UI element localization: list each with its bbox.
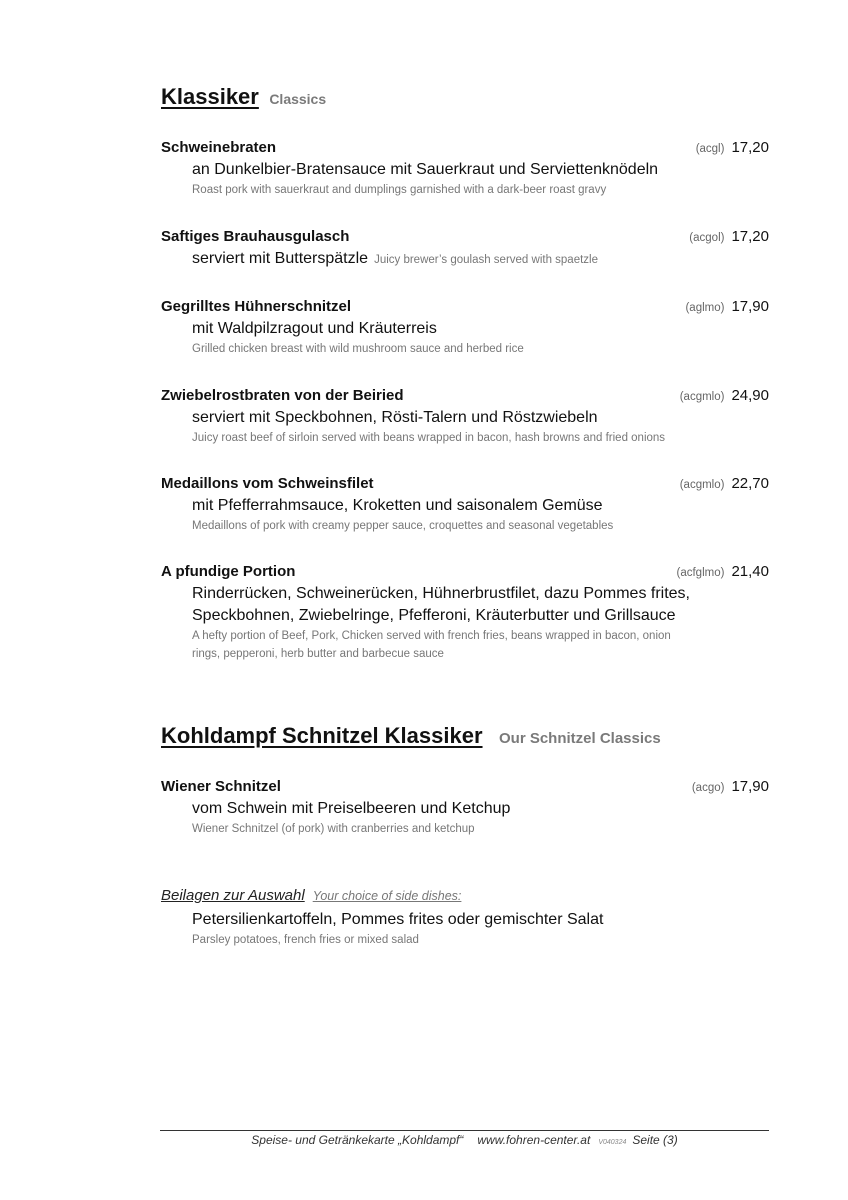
dish-price-block xyxy=(680,475,769,492)
allergen-codes: (acgmlo) xyxy=(679,391,725,403)
section-title-schnitzel xyxy=(161,723,661,749)
allergen-codes: (acgl) xyxy=(695,143,725,155)
allergen-codes: (acgmlo) xyxy=(679,479,725,491)
dish-name: Saftiges Brauhausgulasch xyxy=(161,228,350,245)
allergen-codes: (acgo) xyxy=(691,782,725,794)
description-de: serviert mit Speckbohnen, Rösti-Talern und Röstzwiebeln xyxy=(192,409,598,426)
dish-price-block xyxy=(692,778,769,795)
section-title-de: Klassiker xyxy=(161,84,259,109)
dish-price-block xyxy=(696,139,769,156)
description-en: Juicy brewer’s goulash served with spaetzle xyxy=(374,254,598,266)
description-de xyxy=(161,248,769,271)
dish-price-block xyxy=(677,563,769,580)
price: 17,90 xyxy=(731,778,769,795)
dish-name: A pfundige Portion xyxy=(161,563,296,580)
footer-divider xyxy=(160,1130,769,1131)
description-de: mit Waldpilzragout und Kräuterreis xyxy=(192,320,437,337)
side-dishes xyxy=(161,887,769,949)
price: 17,90 xyxy=(731,298,769,315)
description-en-line-1: A hefty portion of Beef, Pork, Chicken served with french fries, beans wrapped in bacon, onion xyxy=(192,630,671,642)
description-en: Medaillons of pork with creamy pepper sauce, croquettes and seasonal vegetables xyxy=(192,520,614,532)
dish-price-block xyxy=(680,387,769,404)
price: 17,20 xyxy=(731,228,769,245)
dish-name: Gegrilltes Hühnerschnitzel xyxy=(161,298,352,315)
sides-description-en: Parsley potatoes, french fries or mixed salad xyxy=(192,934,419,946)
sides-description-de: Petersilienkartoffeln, Pommes frites oder gemischter Salat xyxy=(192,911,604,928)
footer-url: www.fohren-center.at xyxy=(477,1133,591,1147)
description-de-line-1: Rinderrücken, Schweinerücken, Hühnerbrustfilet, dazu Pommes frites, xyxy=(192,585,690,602)
dish-price-block xyxy=(689,228,769,245)
dish-name: Medaillons vom Schweinsfilet xyxy=(161,475,374,492)
description-de: an Dunkelbier-Bratensauce mit Sauerkraut und Serviettenknödeln xyxy=(192,161,659,178)
footer xyxy=(160,1133,769,1147)
sides-title-de: Beilagen zur Auswahl xyxy=(161,887,305,904)
menu-item-huehnerschnitzel xyxy=(161,298,769,358)
menu-item-medaillons xyxy=(161,475,769,535)
description-en: Wiener Schnitzel (of pork) with cranberries and ketchup xyxy=(192,823,475,835)
description-en: Roast pork with sauerkraut and dumplings garnished with a dark-beer roast gravy xyxy=(192,184,607,196)
description-de: vom Schwein mit Preiselbeeren und Ketchup xyxy=(192,800,511,817)
description-en: Juicy roast beef of sirloin served with beans wrapped in bacon, hash browns and fried onions xyxy=(192,432,666,444)
menu-item-brauhausgulasch xyxy=(161,228,769,271)
section-title-classics xyxy=(161,84,326,110)
description-de-line-2: Speckbohnen, Zwiebelringe, Pfefferoni, Kräuterbutter und Grillsauce xyxy=(192,607,676,624)
menu-item-schweinebraten xyxy=(161,139,769,199)
menu-item-pfundige-portion xyxy=(161,563,769,663)
section-title-de: Kohldampf Schnitzel Klassiker xyxy=(161,723,483,748)
description-de: mit Pfefferrahmsauce, Kroketten und saisonalem Gemüse xyxy=(192,497,603,514)
footer-page-number: Seite (3) xyxy=(632,1133,678,1147)
dish-name: Zwiebelrostbraten von der Beiried xyxy=(161,387,404,404)
dish-name: Wiener Schnitzel xyxy=(161,778,281,795)
price: 24,90 xyxy=(731,387,769,404)
dish-price-block xyxy=(685,298,769,315)
dish-name: Schweinebraten xyxy=(161,139,277,156)
description-en: Grilled chicken breast with wild mushroom sauce and herbed rice xyxy=(192,343,524,355)
menu-item-wiener-schnitzel xyxy=(161,778,769,838)
menu-item-zwiebelrostbraten xyxy=(161,387,769,447)
price: 17,20 xyxy=(731,139,769,156)
description-de-text: serviert mit Butterspätzle xyxy=(192,250,369,267)
description-en-line-2: rings, pepperoni, herb butter and barbecue sauce xyxy=(192,648,444,660)
footer-version: V040324 xyxy=(598,1139,627,1146)
price: 22,70 xyxy=(731,475,769,492)
sides-title-en: Your choice of side dishes: xyxy=(312,889,462,903)
allergen-codes: (acgol) xyxy=(689,232,725,244)
section-title-en: Classics xyxy=(269,91,327,107)
price: 21,40 xyxy=(731,563,769,580)
section-title-en: Our Schnitzel Classics xyxy=(498,730,661,747)
allergen-codes: (aglmo) xyxy=(685,302,725,314)
allergen-codes: (acfglmo) xyxy=(676,567,725,579)
footer-title: Speise- und Getränkekarte „Kohldampf“ xyxy=(251,1133,464,1147)
